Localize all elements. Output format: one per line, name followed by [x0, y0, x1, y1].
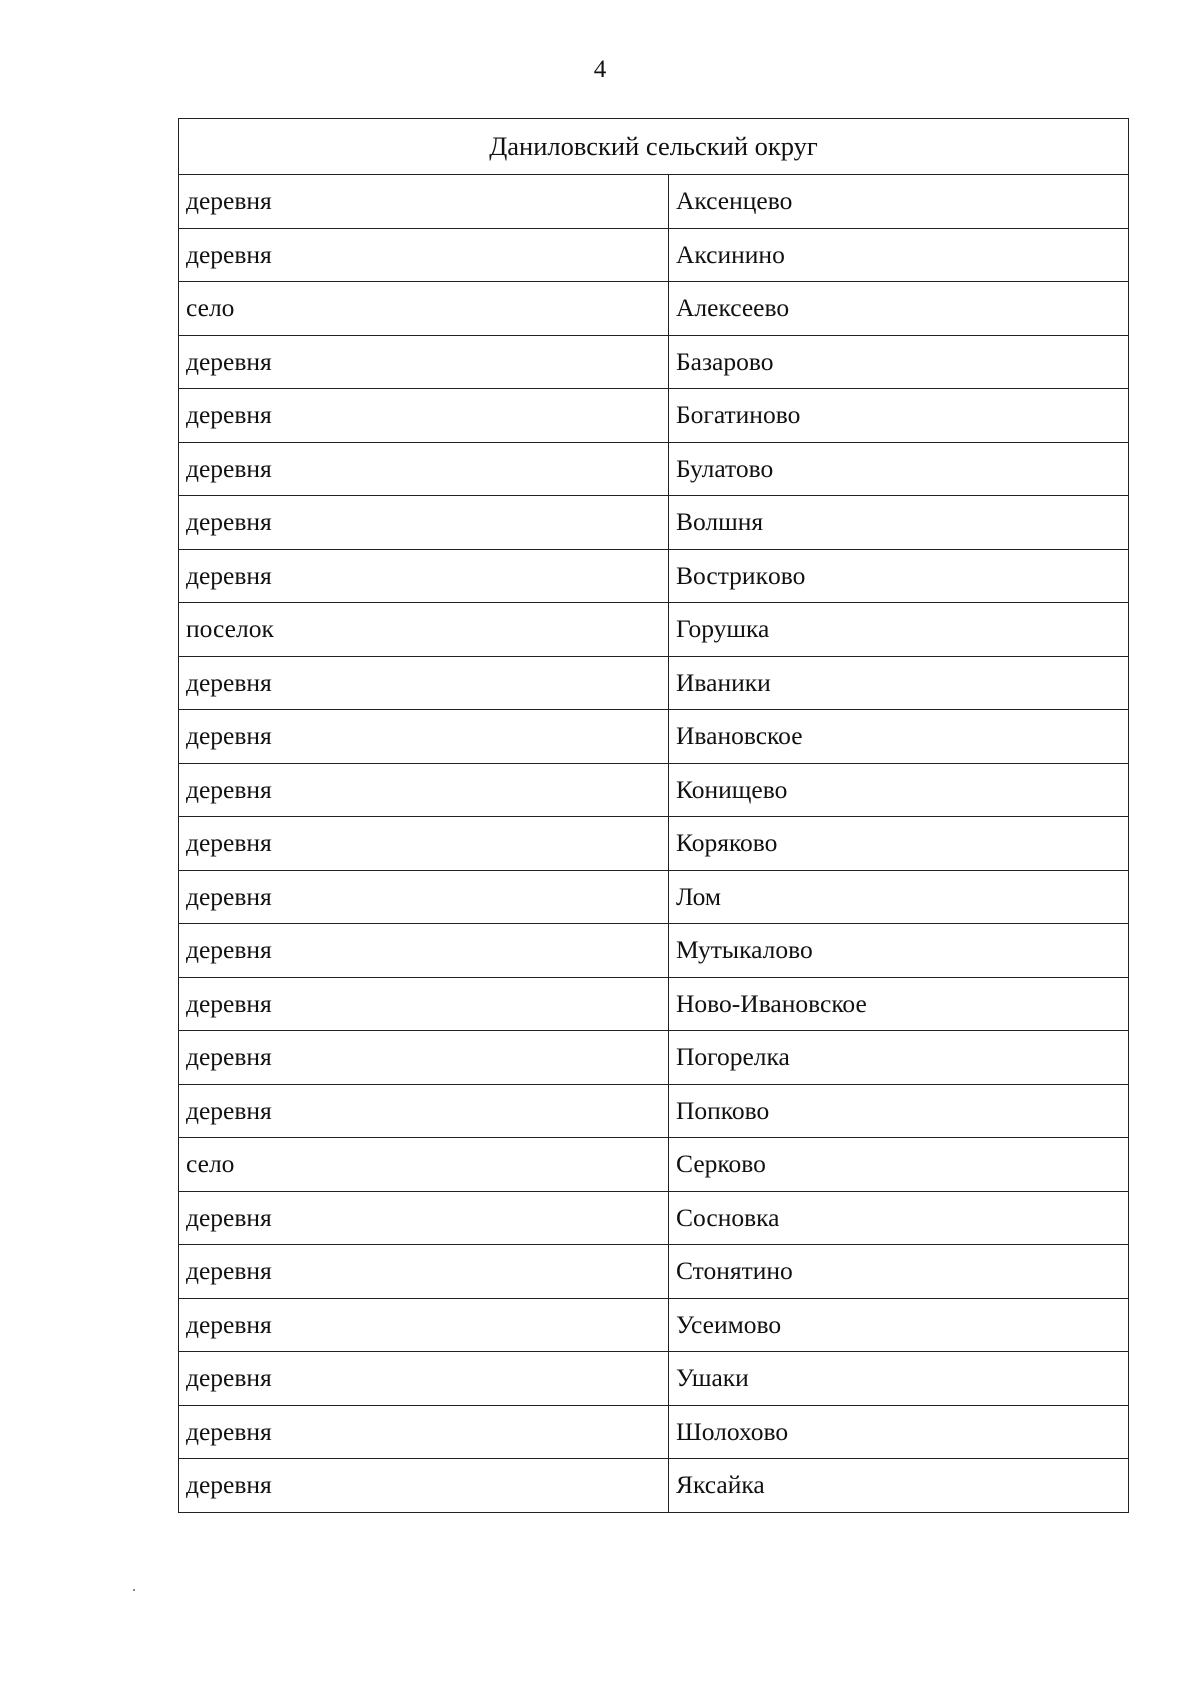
settlement-name-cell: Богатиново: [669, 389, 1129, 443]
settlement-name-cell: Мутыкалово: [669, 924, 1129, 978]
settlement-name-cell: Алексеево: [669, 282, 1129, 336]
table-row: [179, 496, 1129, 550]
settlement-type-cell: деревня: [179, 1084, 669, 1138]
settlement-type-cell: деревня: [179, 924, 669, 978]
settlement-name-cell: Аксинино: [669, 228, 1129, 282]
settlement-type-cell: деревня: [179, 1191, 669, 1245]
settlement-type-cell: деревня: [179, 870, 669, 924]
table-row: [179, 335, 1129, 389]
table-row: [179, 389, 1129, 443]
table-row: [179, 1352, 1129, 1406]
settlement-type-cell: деревня: [179, 1245, 669, 1299]
table-row: [179, 442, 1129, 496]
settlement-type-cell: деревня: [179, 335, 669, 389]
settlement-type-cell: деревня: [179, 442, 669, 496]
table-row: [179, 175, 1129, 229]
settlement-name-cell: Стонятино: [669, 1245, 1129, 1299]
settlement-type-cell: деревня: [179, 710, 669, 764]
settlement-name-cell: Конищево: [669, 763, 1129, 817]
table-row: [179, 924, 1129, 978]
settlement-type-cell: деревня: [179, 1459, 669, 1513]
table-row: [179, 1298, 1129, 1352]
scan-speck: [133, 1589, 135, 1591]
table-row: [179, 656, 1129, 710]
table-row: [179, 1405, 1129, 1459]
settlement-type-cell: деревня: [179, 496, 669, 550]
settlement-type-cell: село: [179, 1138, 669, 1192]
settlement-name-cell: Ново-Ивановское: [669, 977, 1129, 1031]
settlement-type-cell: деревня: [179, 1298, 669, 1352]
settlement-type-cell: деревня: [179, 1352, 669, 1406]
table-row: [179, 710, 1129, 764]
table-row: [179, 1031, 1129, 1085]
settlement-name-cell: Коряково: [669, 817, 1129, 871]
settlement-name-cell: Волшня: [669, 496, 1129, 550]
settlement-name-cell: Булатово: [669, 442, 1129, 496]
settlement-name-cell: Яксайка: [669, 1459, 1129, 1513]
table-row: [179, 977, 1129, 1031]
settlement-type-cell: деревня: [179, 763, 669, 817]
table-row: [179, 228, 1129, 282]
settlement-name-cell: Ушаки: [669, 1352, 1129, 1406]
settlement-name-cell: Иваники: [669, 656, 1129, 710]
settlement-type-cell: деревня: [179, 817, 669, 871]
table-body: [179, 119, 1129, 1513]
settlement-name-cell: Попково: [669, 1084, 1129, 1138]
settlement-type-cell: деревня: [179, 389, 669, 443]
settlement-type-cell: деревня: [179, 549, 669, 603]
settlement-type-cell: деревня: [179, 228, 669, 282]
settlement-name-cell: Шолохово: [669, 1405, 1129, 1459]
table-row: [179, 282, 1129, 336]
settlement-name-cell: Аксенцево: [669, 175, 1129, 229]
settlement-name-cell: Погорелка: [669, 1031, 1129, 1085]
table-row: [179, 549, 1129, 603]
table-row: [179, 763, 1129, 817]
settlement-name-cell: Усеимово: [669, 1298, 1129, 1352]
table-row: [179, 1459, 1129, 1513]
table-row: [179, 870, 1129, 924]
table-row: [179, 817, 1129, 871]
settlement-type-cell: село: [179, 282, 669, 336]
settlement-name-cell: Базарово: [669, 335, 1129, 389]
settlement-type-cell: деревня: [179, 977, 669, 1031]
table-row: [179, 1191, 1129, 1245]
district-header: Даниловский сельский округ: [179, 119, 1129, 175]
settlement-name-cell: Ивановское: [669, 710, 1129, 764]
settlement-name-cell: Горушка: [669, 603, 1129, 657]
settlement-name-cell: Сосновка: [669, 1191, 1129, 1245]
settlement-type-cell: деревня: [179, 1031, 669, 1085]
settlement-type-cell: деревня: [179, 175, 669, 229]
table-row: [179, 1245, 1129, 1299]
table-row: [179, 1138, 1129, 1192]
table-row: [179, 1084, 1129, 1138]
settlement-name-cell: Серково: [669, 1138, 1129, 1192]
settlement-name-cell: Вострикoво: [669, 549, 1129, 603]
settlement-name-cell: Лом: [669, 870, 1129, 924]
settlement-type-cell: деревня: [179, 656, 669, 710]
table-header-row: [179, 119, 1129, 175]
settlement-type-cell: поселок: [179, 603, 669, 657]
settlement-type-cell: деревня: [179, 1405, 669, 1459]
page-number: 4: [593, 56, 607, 83]
table-row: [179, 603, 1129, 657]
settlement-table: [178, 118, 1129, 1513]
